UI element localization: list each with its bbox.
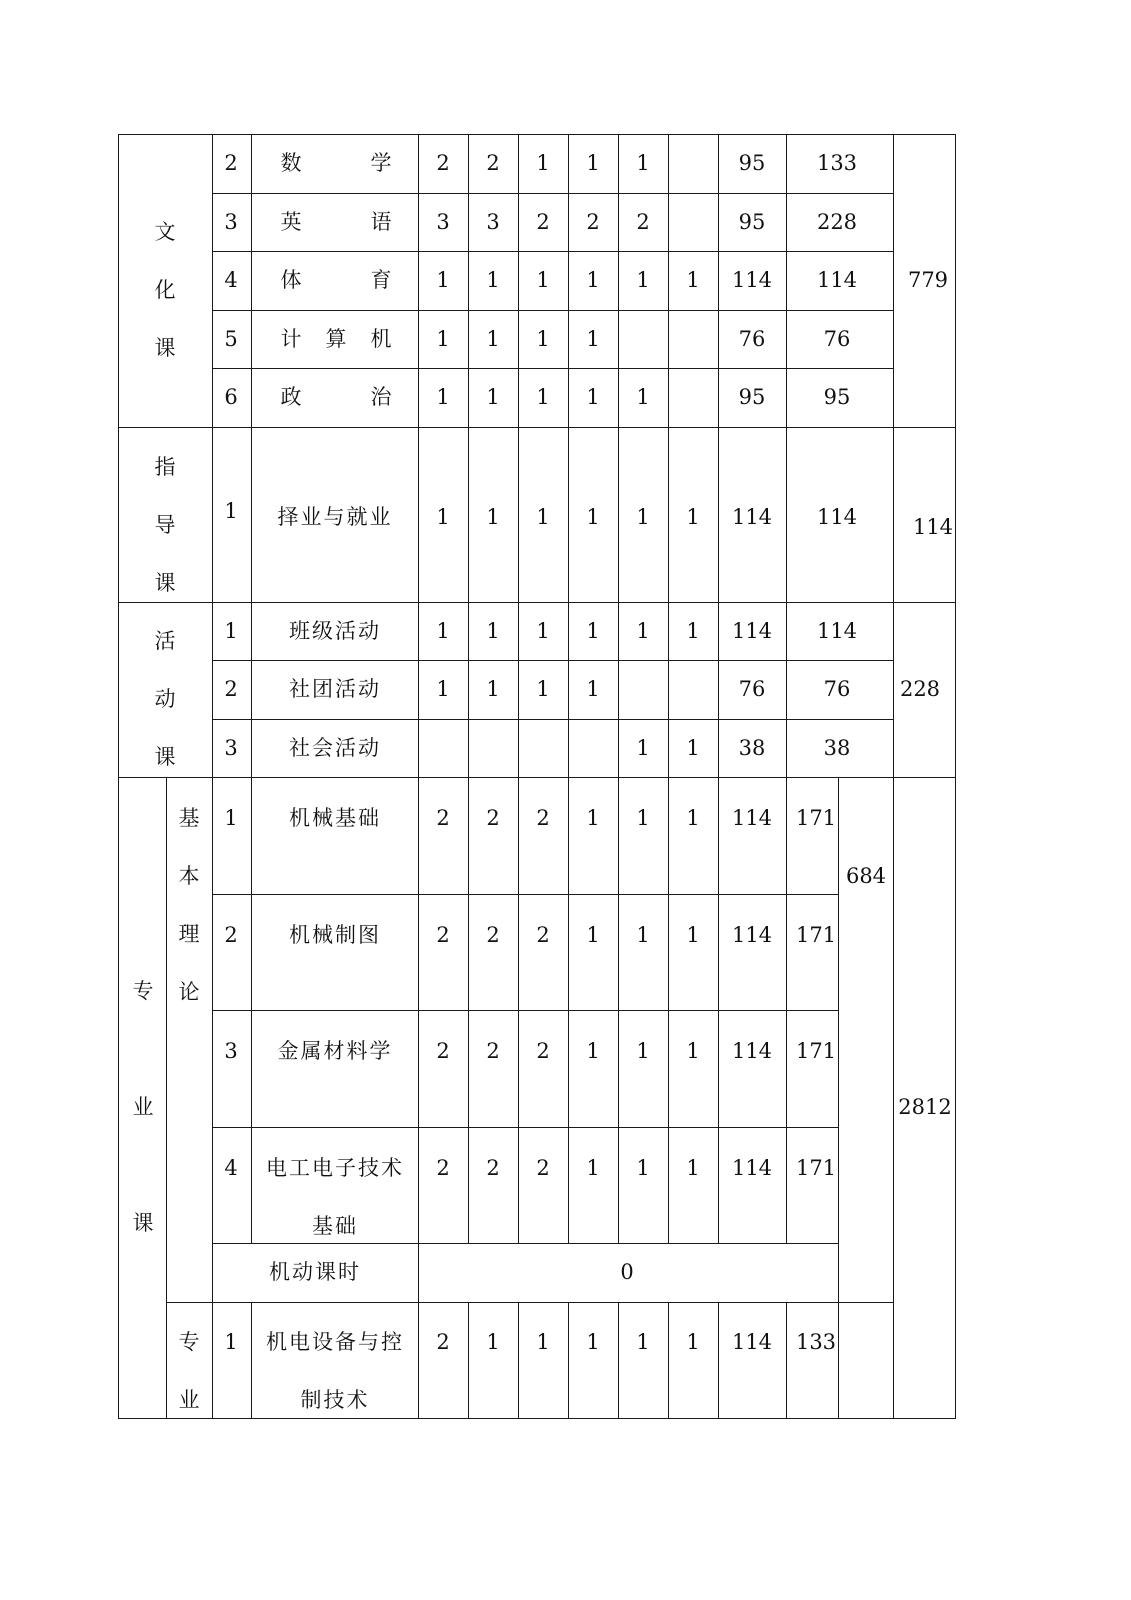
- group-label-zhuanye: 业: [132, 1095, 154, 1119]
- hours-cell: 1: [686, 806, 700, 830]
- grid-line-v: [618, 602, 619, 779]
- course-name: 班级活动: [289, 618, 381, 643]
- section-divider: [118, 427, 956, 428]
- hours-cell: 2: [486, 1039, 500, 1063]
- group-total: 779: [907, 268, 949, 293]
- hours-cell: 1: [586, 151, 600, 176]
- subgroup-end: [166, 1302, 894, 1303]
- hours-cell: 2: [436, 922, 450, 947]
- course-name-char: 育: [370, 268, 392, 293]
- hours-cell: 1: [636, 1330, 650, 1354]
- grid-line-v: [418, 1302, 419, 1420]
- hours-total-a: 95: [738, 209, 766, 234]
- hours-total-b: 133: [795, 1330, 837, 1354]
- hours-cell: 1: [436, 326, 450, 351]
- hours-cell: 1: [636, 385, 650, 410]
- grid-line-v: [418, 1243, 419, 1303]
- hours-total-a: 114: [731, 806, 773, 830]
- grid-line-v: [893, 427, 894, 603]
- hours-cell: 1: [636, 735, 650, 760]
- group-label-huodong: 活: [154, 629, 176, 653]
- table-bottom-border: [118, 1418, 956, 1419]
- grid-line-v: [786, 427, 787, 603]
- grid-line-v: [418, 427, 419, 603]
- hours-total-a: 95: [738, 385, 766, 410]
- row-number: 1: [224, 499, 238, 523]
- grid-line-v: [718, 602, 719, 779]
- grid-line-v: [418, 602, 419, 779]
- hours-cell: 3: [436, 209, 450, 234]
- row-number: 1: [224, 1330, 238, 1354]
- hours-total-a: 95: [738, 151, 766, 176]
- course-name-char: 数: [280, 151, 302, 176]
- row-number: 4: [224, 1155, 238, 1180]
- hours-cell: 1: [686, 735, 700, 760]
- course-name: 基础: [312, 1213, 358, 1238]
- hours-cell: 1: [536, 618, 550, 643]
- hours-total-a: 38: [738, 735, 766, 760]
- subgroup-label-zhuanye: 业: [178, 1388, 200, 1412]
- hours-cell: 1: [586, 1039, 600, 1063]
- hours-cell: 2: [536, 209, 550, 234]
- course-name: 机械制图: [289, 922, 381, 947]
- group-total: 228: [899, 677, 941, 702]
- group-label-wenhua: 化: [154, 278, 176, 302]
- hours-cell: 1: [686, 922, 700, 947]
- row-number: 3: [224, 735, 238, 760]
- hours-total-a: 114: [731, 922, 773, 947]
- hours-cell: 1: [436, 618, 450, 643]
- hours-cell: 1: [486, 268, 500, 293]
- grid-line-v: [251, 427, 252, 603]
- grid-line-h: [212, 310, 894, 311]
- hours-cell: 2: [636, 209, 650, 234]
- grid-line-v: [468, 1302, 469, 1420]
- subgroup-divider: [166, 777, 167, 1419]
- course-name-char: 治: [370, 385, 392, 410]
- hours-cell: 1: [686, 1039, 700, 1063]
- row-number: 4: [224, 268, 238, 293]
- grid-line-v: [518, 602, 519, 779]
- grid-line-v: [418, 134, 419, 428]
- hours-cell: 3: [486, 209, 500, 234]
- hours-total-b: 76: [823, 677, 851, 702]
- row-number: 2: [224, 677, 238, 702]
- group-label-zhidao: 导: [154, 513, 176, 537]
- hours-cell: 1: [486, 618, 500, 643]
- hours-cell: 1: [436, 268, 450, 293]
- grid-line-v: [212, 602, 213, 779]
- hours-cell: 1: [586, 326, 600, 351]
- grid-line-v: [668, 427, 669, 603]
- grid-line-v: [786, 777, 787, 1244]
- grid-line-h: [212, 1127, 839, 1128]
- hours-total-b: 171: [795, 806, 837, 830]
- subgroup-total: 684: [845, 864, 887, 888]
- grid-line-v: [618, 134, 619, 428]
- section-divider: [118, 777, 956, 778]
- course-name-char: 算: [325, 326, 347, 351]
- hours-total-a: 76: [738, 326, 766, 351]
- hours-cell: 1: [586, 385, 600, 410]
- row-number: 1: [224, 806, 238, 830]
- hours-cell: 2: [436, 151, 450, 176]
- row-number: 3: [224, 209, 238, 234]
- group-label-huodong: 课: [154, 745, 176, 769]
- grid-line-v: [718, 134, 719, 428]
- hours-cell: 1: [536, 1330, 550, 1354]
- hours-cell: 1: [586, 677, 600, 702]
- grid-line-v: [893, 602, 894, 779]
- grid-line-h: [212, 251, 894, 252]
- group-label-zhuanye: 专: [132, 979, 154, 1003]
- subgroup-label-jiben: 理: [178, 922, 200, 946]
- row-number: 2: [224, 151, 238, 176]
- row-number: 1: [224, 618, 238, 643]
- hours-cell: 1: [536, 677, 550, 702]
- hours-cell: 1: [686, 1330, 700, 1354]
- grid-line-v: [786, 602, 787, 779]
- group-label-huodong: 动: [154, 687, 176, 711]
- subtotal-divider: [838, 777, 839, 1419]
- hours-cell: 1: [586, 268, 600, 293]
- course-name: 制技术: [300, 1388, 370, 1412]
- group-total: 114: [912, 515, 954, 539]
- hours-total-a: 114: [731, 1330, 773, 1354]
- hours-cell: 1: [686, 1155, 700, 1180]
- grid-line-v: [418, 777, 419, 1244]
- grid-line-v: [893, 134, 894, 428]
- grid-line-v: [212, 427, 213, 603]
- grid-line-v: [251, 602, 252, 779]
- hours-cell: 1: [486, 385, 500, 410]
- course-name: 金属材料学: [277, 1039, 393, 1063]
- course-name: 电工电子技术: [266, 1155, 404, 1180]
- grid-line-v: [568, 1302, 569, 1420]
- grid-line-v: [568, 777, 569, 1244]
- subgroup-label-jiben: 本: [178, 864, 200, 888]
- hours-cell: 1: [586, 1155, 600, 1180]
- hours-cell: 1: [586, 1330, 600, 1354]
- row-number: 5: [224, 326, 238, 351]
- grid-line-v: [786, 1302, 787, 1420]
- hours-cell: 1: [636, 1155, 650, 1180]
- course-name-char: 机: [370, 326, 392, 351]
- grid-line-v: [668, 777, 669, 1244]
- grid-line-v: [518, 427, 519, 603]
- hours-cell: 2: [436, 1155, 450, 1180]
- hours-cell: 2: [436, 806, 450, 830]
- hours-cell: 2: [486, 151, 500, 176]
- hours-cell: 1: [636, 151, 650, 176]
- hours-cell: 1: [486, 1330, 500, 1354]
- hours-total-a: 114: [731, 505, 773, 529]
- grid-line-v: [668, 134, 669, 428]
- section-divider: [118, 602, 956, 603]
- hours-cell: 1: [636, 505, 650, 529]
- hours-cell: 1: [436, 385, 450, 410]
- grid-line-v: [893, 777, 894, 1419]
- course-name: 机电设备与控: [266, 1330, 404, 1354]
- grid-line-h: [212, 660, 894, 661]
- grid-line-v: [568, 602, 569, 779]
- grid-line-v: [468, 134, 469, 428]
- hours-cell: 1: [586, 922, 600, 947]
- hours-total-a: 114: [731, 1155, 773, 1180]
- course-name-char: 计: [280, 326, 302, 351]
- hours-cell: 2: [586, 209, 600, 234]
- hours-cell: 2: [486, 806, 500, 830]
- hours-cell: 2: [436, 1330, 450, 1354]
- grid-line-h: [212, 193, 894, 194]
- hours-cell: 1: [686, 268, 700, 293]
- hours-total-b: 114: [816, 268, 858, 293]
- row-number: 2: [224, 922, 238, 947]
- grid-line-h: [212, 719, 894, 720]
- hours-cell: 1: [586, 806, 600, 830]
- hours-total-a: 76: [738, 677, 766, 702]
- hours-cell: 2: [486, 1155, 500, 1180]
- subgroup-label-zhuanye: 专: [178, 1330, 200, 1354]
- grid-line-h: [212, 894, 839, 895]
- grid-line-v: [786, 134, 787, 428]
- row-number: 3: [224, 1039, 238, 1063]
- group-total: 2812: [898, 1095, 952, 1119]
- course-name-char: 学: [370, 151, 392, 176]
- hours-total-b: 171: [795, 1039, 837, 1063]
- hours-total-a: 114: [731, 1039, 773, 1063]
- hours-total-b: 114: [816, 618, 858, 643]
- grid-line-v: [718, 777, 719, 1244]
- grid-line-v: [568, 134, 569, 428]
- grid-line-v: [468, 602, 469, 779]
- subgroup-label-jiben: 基: [178, 806, 200, 830]
- course-name: 社团活动: [289, 677, 381, 702]
- grid-line-h: [212, 1243, 839, 1244]
- hours-cell: 1: [436, 677, 450, 702]
- grid-line-v: [668, 602, 669, 779]
- hours-cell: 1: [536, 505, 550, 529]
- grid-line-v: [668, 1302, 669, 1420]
- hours-total-b: 76: [823, 326, 851, 351]
- hours-cell: 1: [636, 922, 650, 947]
- hours-cell: 2: [436, 1039, 450, 1063]
- flexible-hours-value: 0: [620, 1260, 634, 1285]
- group-label-wenhua: 文: [154, 220, 176, 244]
- grid-line-v: [718, 1302, 719, 1420]
- hours-total-b: 171: [795, 1155, 837, 1180]
- hours-cell: 2: [536, 1039, 550, 1063]
- course-name: 择业与就业: [277, 505, 393, 529]
- hours-total-b: 133: [816, 151, 858, 176]
- grid-line-v: [468, 777, 469, 1244]
- hours-cell: 2: [486, 922, 500, 947]
- row-number: 6: [224, 385, 238, 410]
- hours-total-b: 171: [795, 922, 837, 947]
- hours-cell: 2: [536, 1155, 550, 1180]
- grid-line-v: [468, 427, 469, 603]
- grid-line-v: [618, 1302, 619, 1420]
- grid-line-h: [212, 368, 894, 369]
- grid-line-h: [212, 1010, 839, 1011]
- hours-cell: 2: [536, 806, 550, 830]
- hours-total-b: 228: [816, 209, 858, 234]
- grid-line-v: [212, 134, 213, 428]
- course-name-char: 语: [370, 209, 392, 234]
- hours-total-b: 95: [823, 385, 851, 410]
- hours-cell: 1: [536, 268, 550, 293]
- hours-cell: 1: [536, 326, 550, 351]
- grid-line-v: [618, 777, 619, 1244]
- grid-line-v: [518, 1302, 519, 1420]
- hours-cell: 1: [586, 505, 600, 529]
- grid-line-v: [518, 777, 519, 1244]
- grid-line-v: [251, 1302, 252, 1420]
- hours-cell: 1: [636, 1039, 650, 1063]
- hours-cell: 1: [536, 385, 550, 410]
- grid-line-v: [251, 777, 252, 1244]
- hours-cell: 1: [486, 505, 500, 529]
- group-label-wenhua: 课: [154, 336, 176, 360]
- hours-total-a: 114: [731, 618, 773, 643]
- grid-line-v: [718, 427, 719, 603]
- hours-cell: 1: [586, 618, 600, 643]
- hours-cell: 2: [536, 922, 550, 947]
- grid-line-v: [518, 134, 519, 428]
- hours-total-b: 114: [816, 505, 858, 529]
- course-name-char: 体: [280, 268, 302, 293]
- course-name: 机械基础: [289, 806, 381, 830]
- hours-cell: 1: [436, 505, 450, 529]
- hours-total-b: 38: [823, 735, 851, 760]
- group-label-zhuanye: 课: [132, 1211, 154, 1235]
- group-label-zhidao: 课: [154, 571, 176, 595]
- hours-cell: 1: [686, 618, 700, 643]
- course-name-char: 英: [280, 209, 302, 234]
- hours-cell: 1: [636, 618, 650, 643]
- hours-cell: 1: [686, 505, 700, 529]
- course-name-char: 政: [280, 385, 302, 410]
- grid-line-v: [568, 427, 569, 603]
- course-name: 社会活动: [289, 735, 381, 760]
- hours-cell: 1: [636, 806, 650, 830]
- grid-line-v: [212, 777, 213, 1419]
- flexible-hours-label: 机动课时: [269, 1260, 361, 1285]
- grid-line-v: [618, 427, 619, 603]
- grid-line-v: [251, 134, 252, 428]
- hours-cell: 1: [536, 151, 550, 176]
- hours-cell: 1: [486, 326, 500, 351]
- group-label-zhidao: 指: [154, 455, 176, 479]
- table-top-border: [118, 134, 956, 135]
- hours-cell: 1: [636, 268, 650, 293]
- hours-cell: 1: [486, 677, 500, 702]
- subgroup-label-jiben: 论: [178, 980, 200, 1004]
- hours-total-a: 114: [731, 268, 773, 293]
